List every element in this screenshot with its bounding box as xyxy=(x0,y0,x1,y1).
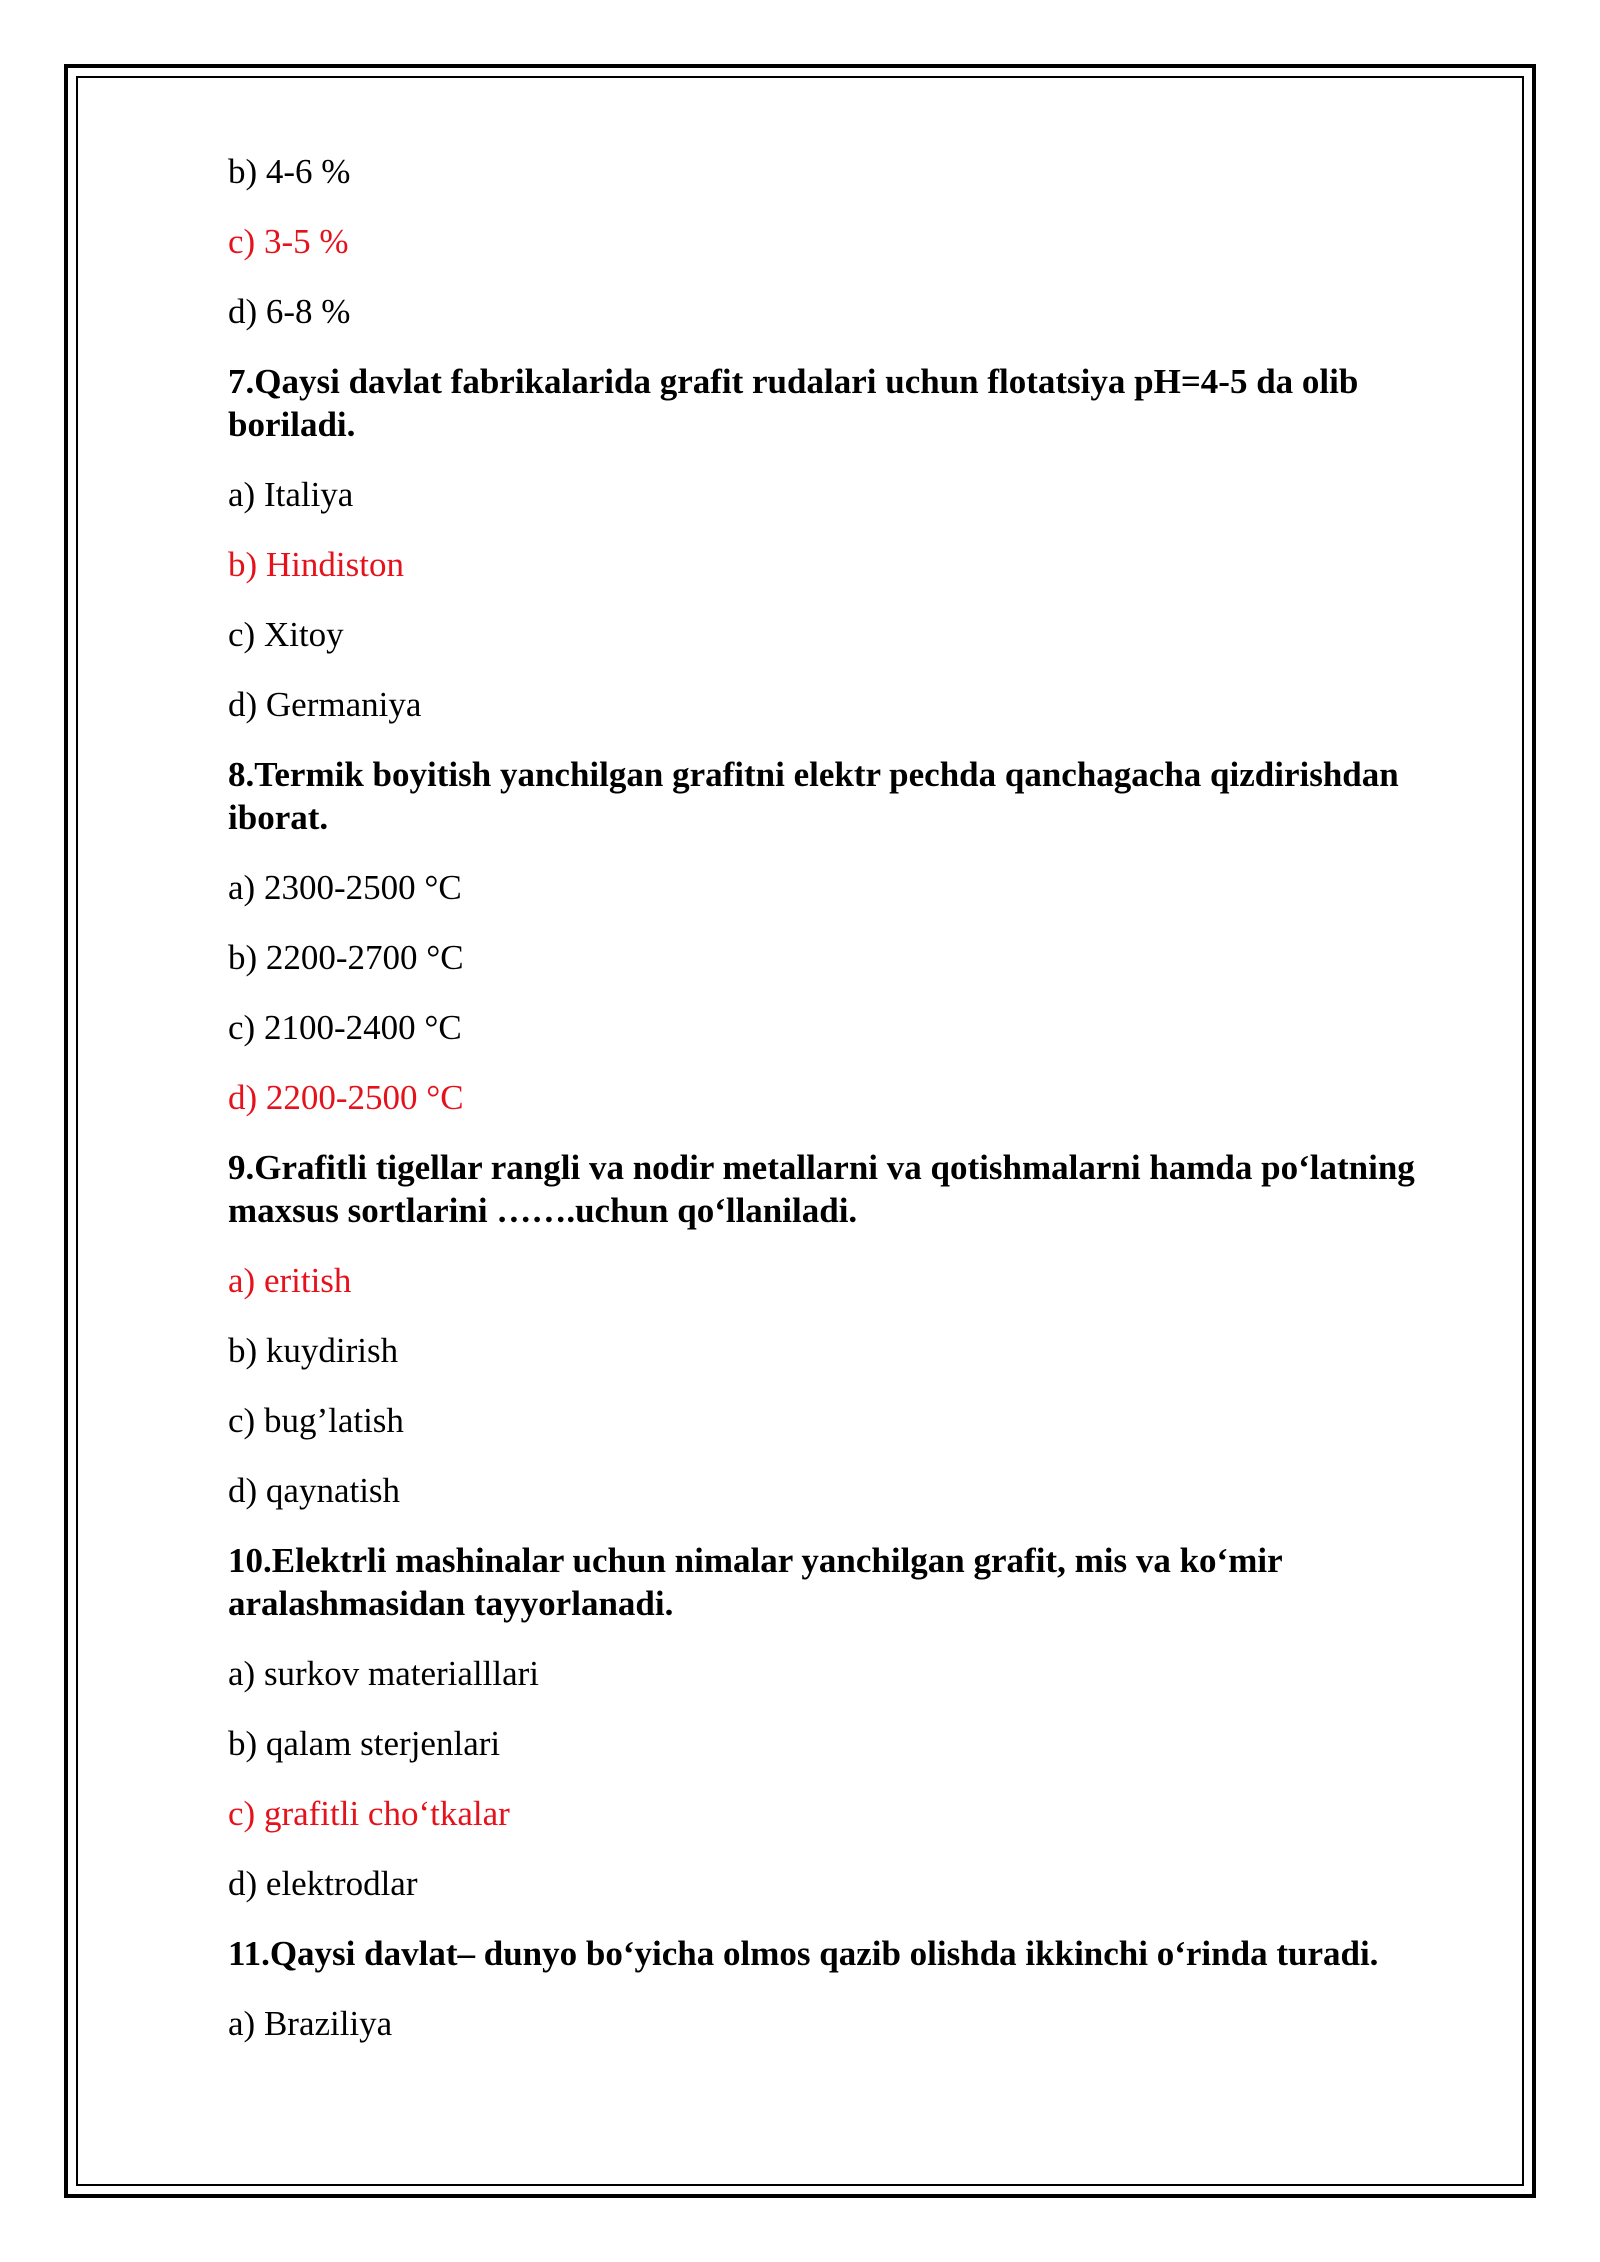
answer-option-correct: c) grafitli cho‘tkalar xyxy=(228,1794,510,1833)
answer-option-correct: c) 3-5 % xyxy=(228,222,349,261)
answer-option: d) 6-8 % xyxy=(228,292,351,331)
answer-option: b) 2200-2700 °C xyxy=(228,938,464,977)
answer-option-correct: b) Hindiston xyxy=(228,545,404,584)
answer-option: b) 4-6 % xyxy=(228,152,351,191)
answer-option: a) Braziliya xyxy=(228,2004,393,2043)
question-9: 9.Grafitli tigellar rangli va nodir metallarni va qotishmalarni hamda po‘latning maxsus sortlarini …….uchun qo‘llaniladi. xyxy=(228,1148,1415,1230)
answer-option-correct: a) eritish xyxy=(228,1261,352,1300)
answer-option: a) surkov materialllari xyxy=(228,1654,539,1693)
answer-option: c) Xitoy xyxy=(228,615,344,654)
answer-option: d) elektrodlar xyxy=(228,1864,418,1903)
answer-option: a) 2300-2500 °C xyxy=(228,868,462,907)
question-11: 11.Qaysi davlat– dunyo bo‘yicha olmos qazib olishda ikkinchi o‘rinda turadi. xyxy=(228,1934,1379,1973)
answer-option: a) Italiya xyxy=(228,475,354,514)
question-8: 8.Termik boyitish yanchilgan grafitni elektr pechda qanchagacha qizdirishdan iborat. xyxy=(228,755,1399,837)
answer-option: d) Germaniya xyxy=(228,685,422,724)
question-10: 10.Elektrli mashinalar uchun nimalar yanchilgan grafit, mis va ko‘mir aralashmasidan tayyorlanadi. xyxy=(228,1541,1282,1623)
answer-option: c) bug’latish xyxy=(228,1401,404,1440)
answer-option: b) kuydirish xyxy=(228,1331,399,1370)
quiz-content xyxy=(228,150,1478,2072)
answer-option-correct: d) 2200-2500 °C xyxy=(228,1078,464,1117)
question-7: 7.Qaysi davlat fabrikalarida grafit rudalari uchun flotatsiya pH=4-5 da olib boriladi. xyxy=(228,362,1359,444)
answer-option: c) 2100-2400 °C xyxy=(228,1008,462,1047)
answer-option: d) qaynatish xyxy=(228,1471,401,1510)
answer-option: b) qalam sterjenlari xyxy=(228,1724,501,1763)
